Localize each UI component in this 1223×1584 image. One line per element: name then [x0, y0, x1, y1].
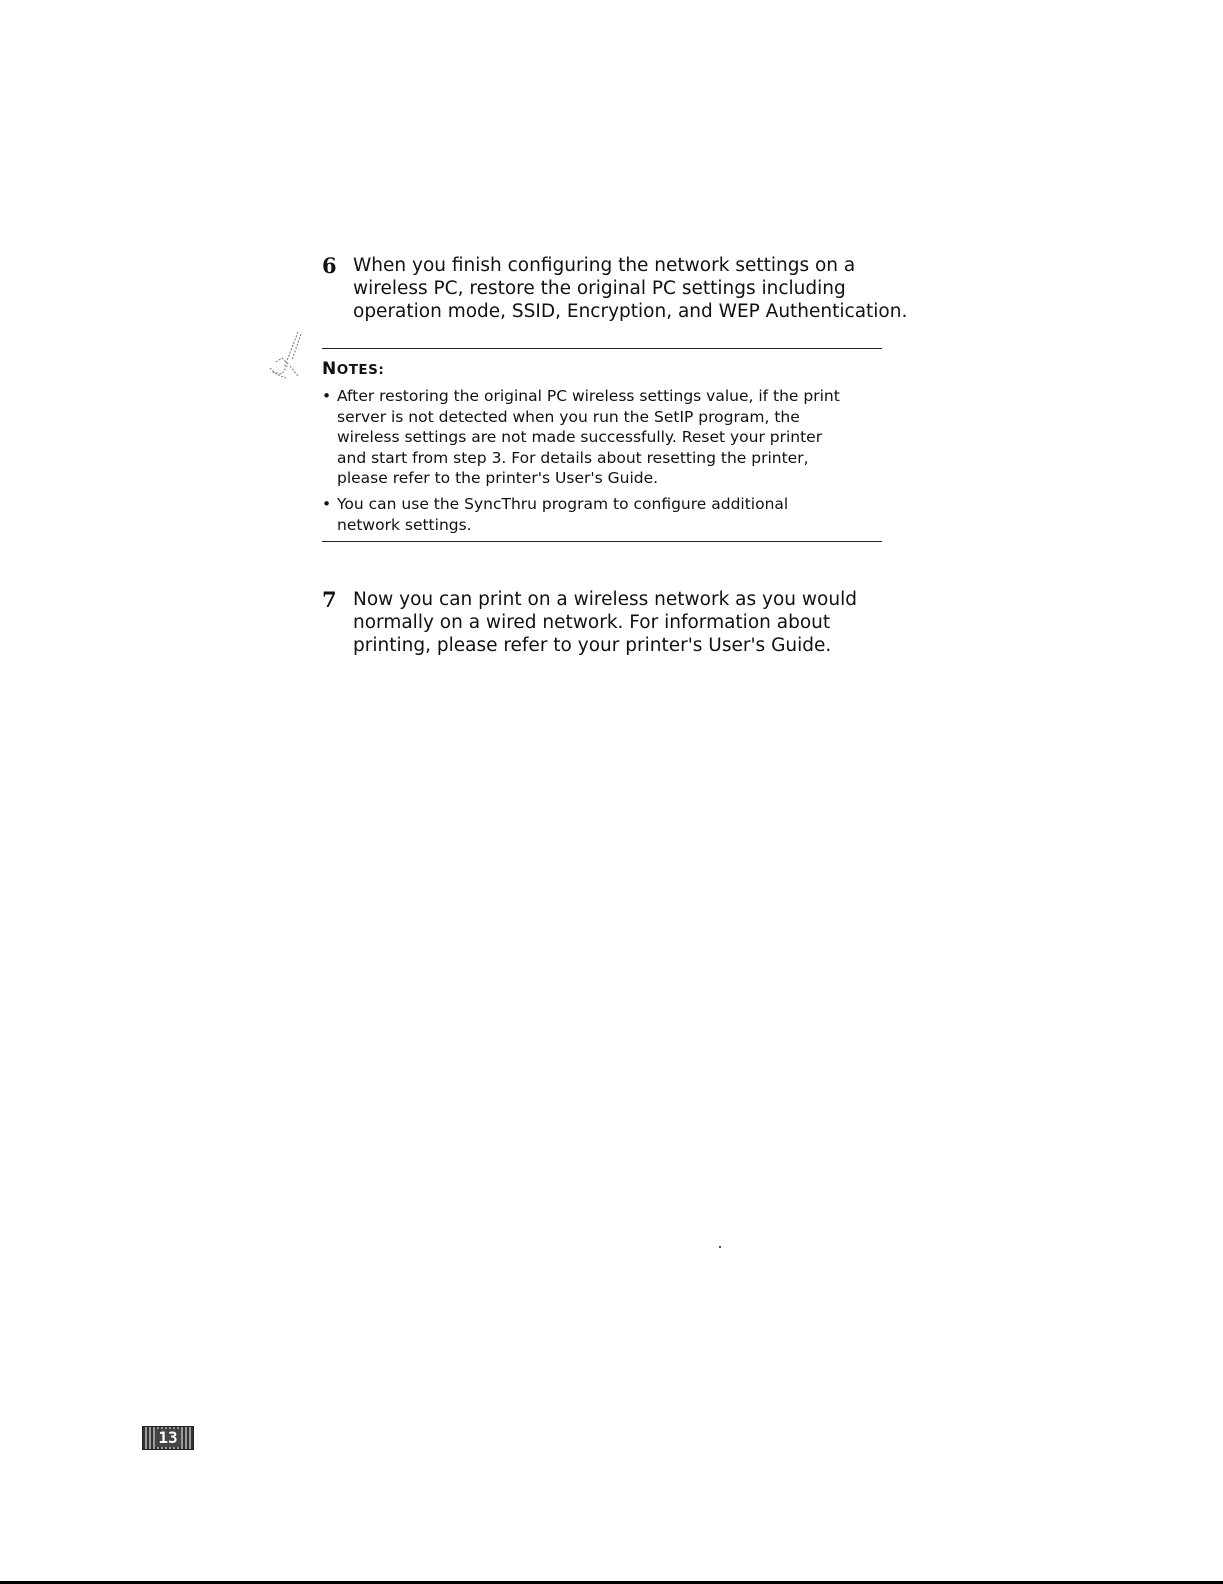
notes-title — [322, 359, 384, 379]
step-number: 7 — [322, 587, 337, 612]
note-line: You can use the SyncThru program to configure additional — [337, 495, 789, 513]
note-line: and start from step 3. For details about resetting the printer, — [337, 448, 809, 467]
step-line: printing, please refer to your printer's User's Guide. — [353, 635, 832, 656]
notes-box — [322, 348, 882, 542]
step-line: wireless PC, restore the original PC settings including — [353, 278, 846, 299]
note-item — [322, 494, 788, 535]
step-7 — [322, 588, 922, 657]
step-6 — [322, 254, 922, 323]
note-line: wireless settings are not made successfully. Reset your printer — [337, 428, 823, 446]
bullet: • — [322, 495, 332, 513]
step-line: normally on a wired network. For information about — [353, 612, 831, 633]
note-item — [322, 386, 840, 489]
note-line: network settings. — [337, 515, 472, 534]
step-line: operation mode, SSID, Encryption, and WEP Authentication. — [353, 301, 908, 322]
bullet: • — [322, 387, 332, 405]
note-line: server is not detected when you run the SetIP program, the — [337, 407, 800, 426]
step-line: Now you can print on a wireless network as you would — [353, 589, 857, 610]
notes-title-rest: OTES: — [336, 362, 385, 378]
scan-speck — [719, 1246, 721, 1248]
step-text — [353, 588, 913, 657]
note-pencil-icon — [268, 328, 318, 386]
note-line: please refer to the printer's User's Guide. — [337, 469, 659, 487]
notes-title-initial: N — [322, 359, 337, 379]
step-line: When you finish configuring the network settings on a — [353, 255, 856, 276]
step-text — [353, 254, 913, 323]
note-line: After restoring the original PC wireless settings value, if the print — [337, 387, 840, 405]
page-number: 13 — [155, 1429, 180, 1447]
page-number-badge — [142, 1426, 194, 1450]
step-number: 6 — [322, 253, 337, 278]
